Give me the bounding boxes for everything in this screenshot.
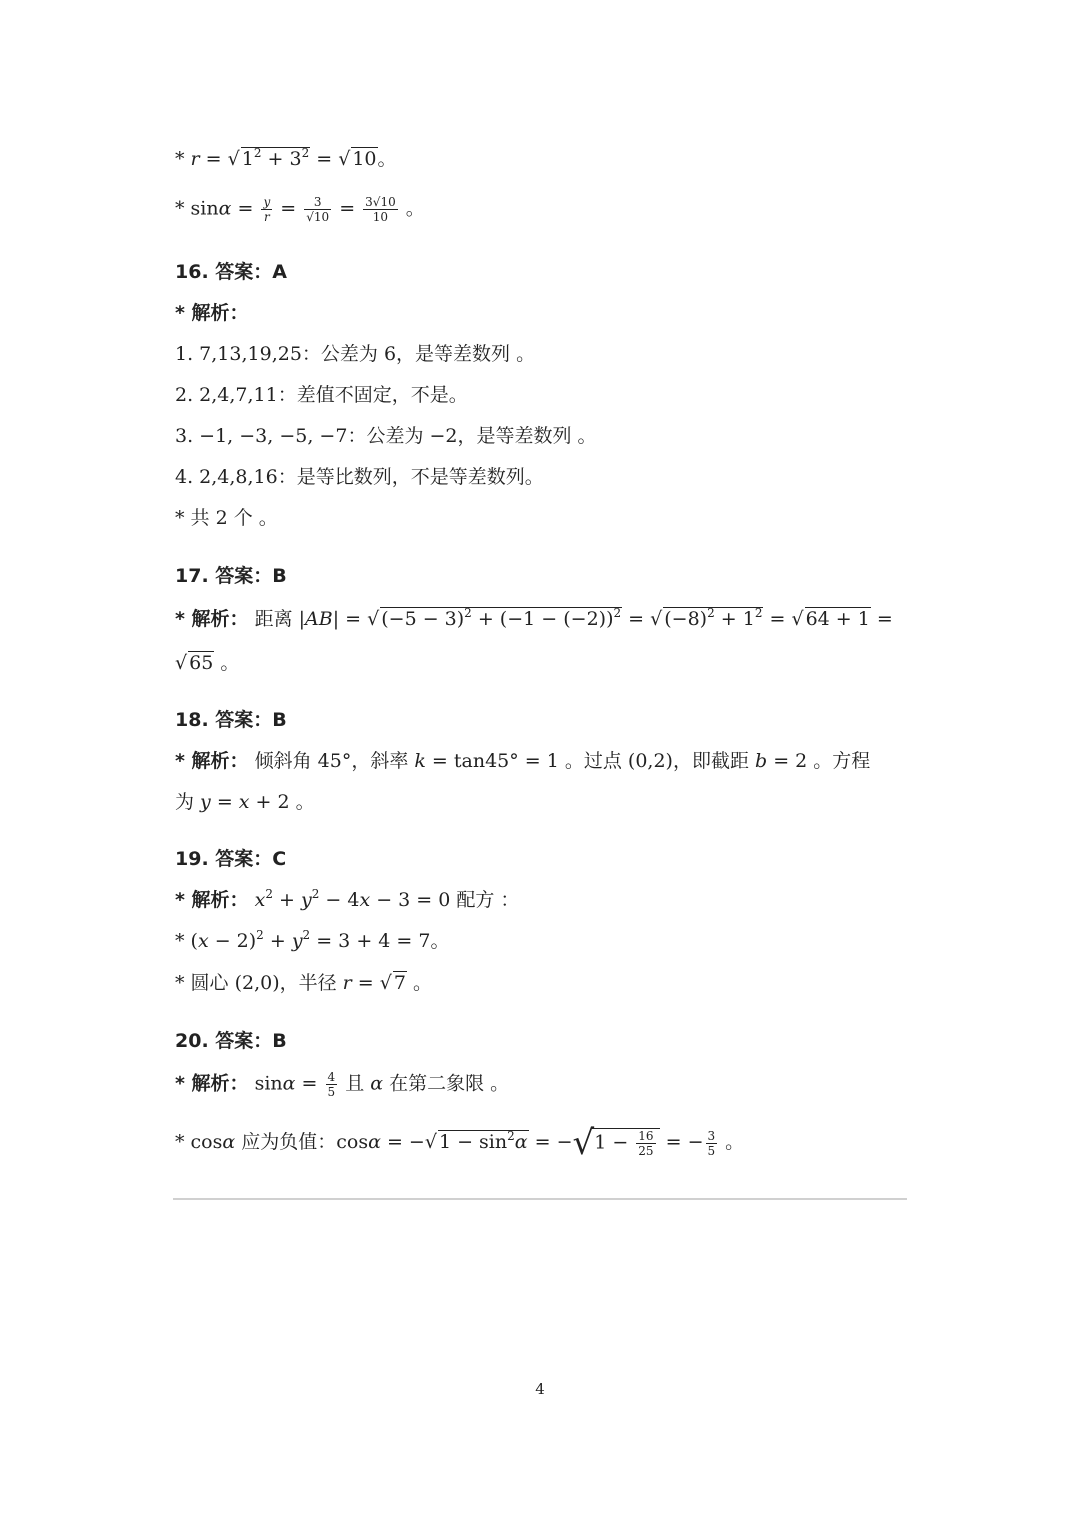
q17-analysis-line-2: √ 65 。 [175,652,240,674]
q17-heading: 17. 答案：B [175,565,287,587]
q20-heading: 20. 答案：B [175,1030,287,1052]
q18-heading: 18. 答案：B [175,709,287,731]
q20-analysis-line-2: * cosα 应为负值：cosα = −√ $1 - \sin^2\alpha = -√1$ − $\frac{16}{25}$ = − $\frac{3}{5}$ 。 [175,1123,745,1163]
section-divider [173,1198,907,1200]
q19-heading: 19. 答案：C [175,848,287,870]
q16-summary: * 共 2 个 。 [175,507,278,529]
q19-analysis-line-1: * 解析： $x^2 + y^2 - 4x - 3 = 0$ 配方 ： [175,887,520,911]
line-sin-alpha: * sinα = $\frac{y}{r}$ = $\frac{3}{√10}$ = $\frac{3√10}{10}$ 。 [175,195,425,224]
page-number: 4 [535,1380,545,1398]
q16-item-4: 4. 2,4,8,16：是等比数列，不是等差数列。 [175,466,544,488]
line-r-value: * r = √ $1^2 + 3^2$ = √ 10。 [175,146,397,170]
q16-item-1: 1. 7,13,19,25：公差为 6，是等差数列 。 [175,343,536,365]
q19-analysis-line-3: * 圆心 (2,0)，半径 r = √ 7 。 [175,972,433,994]
q16-analysis-label: * 解析： [175,302,249,324]
q17-analysis-line-1: * 解析： 距离 |AB| = √ $(-5 - 3)^2 + (-1 - (-2))^2$ = √ $(-8)^2 + 1^2$ = √ 64 + 1 = [175,606,893,630]
q18-analysis-line-1: * 解析： 倾斜角 45°，斜率 k = tan45° = 1 。过点 (0,2)，即截距 b = 2 。方程 [175,750,871,772]
q16-heading: 16. 答案：A [175,261,287,283]
q16-item-2: 2. 2,4,7,11：差值不固定，不是。 [175,384,468,406]
q19-analysis-line-2: * $(x - 2)^2 + y^2 = 3 + 4 = 7$。 [175,928,450,952]
q18-analysis-line-2: 为 y = x + 2 。 [175,791,315,813]
q20-analysis-line-1: * 解析： sinα = $\frac{4}{5}$ 且 α 在第二象限 。 [175,1070,510,1099]
q16-item-3: 3. −1, −3, −5, −7：公差为 −2，是等差数列 。 [175,425,597,447]
